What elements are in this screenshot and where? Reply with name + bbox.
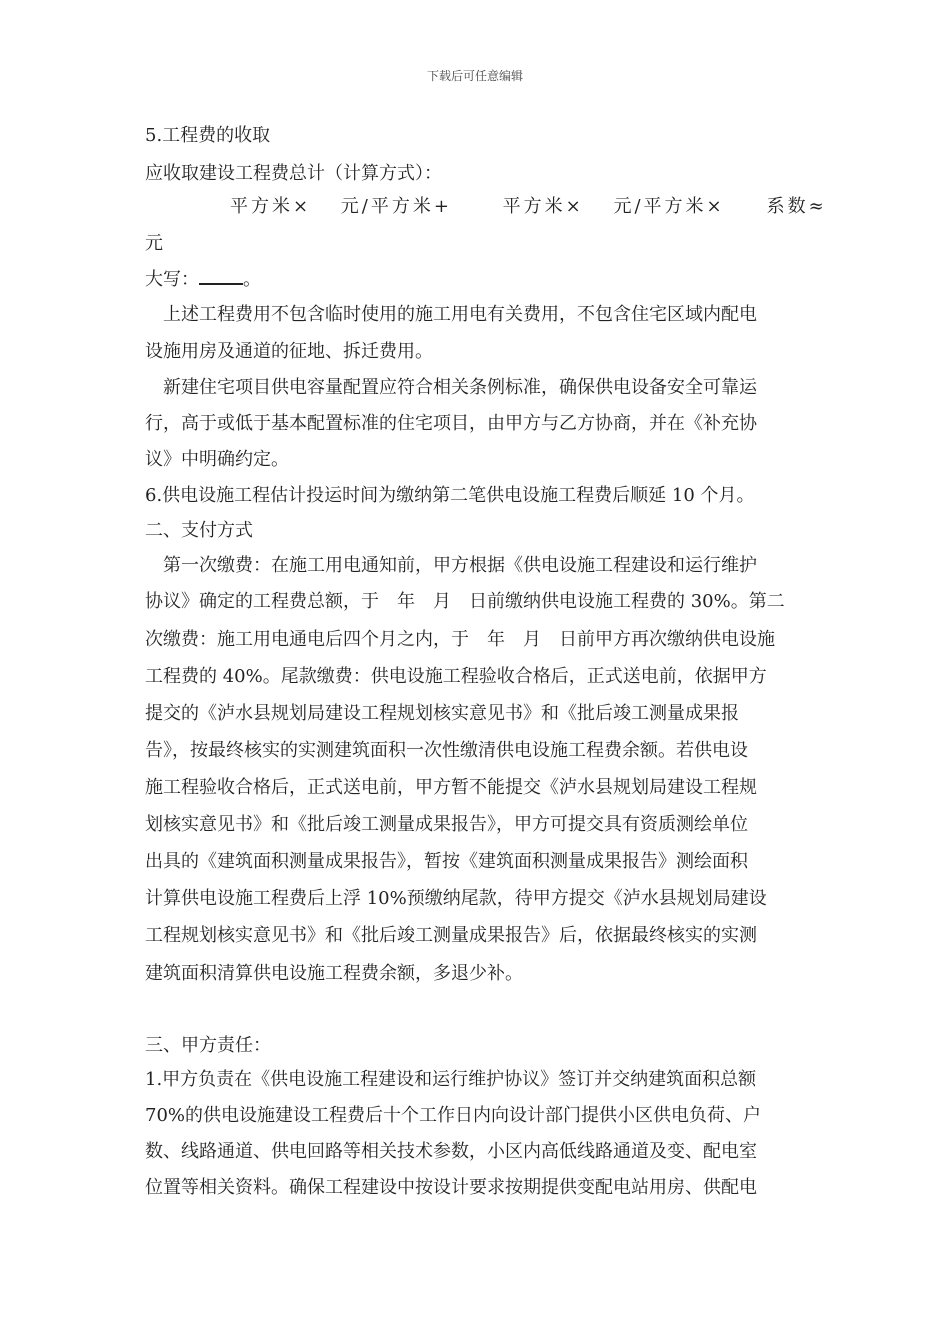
formula-line: 平方米× 元/平方米+ 平方米× 元/平方米× 系数≈ [230, 196, 827, 217]
paragraph-line: 提交的《泸水县规划局建设工程规划核实意见书》和《批后竣工测量成果报 [145, 703, 739, 724]
amount-label: 大写： [145, 269, 199, 290]
paragraph-line: 行，高于或低于基本配置标准的住宅项目，由甲方与乙方协商，并在《补充协 [145, 413, 757, 434]
paragraph-line: 应收取建设工程费总计（计算方式）： [145, 163, 442, 184]
paragraph-line: 划核实意见书》和《批后竣工测量成果报告》，甲方可提交具有资质测绘单位 [145, 814, 748, 835]
paragraph-line: 位置等相关资料。确保工程建设中按设计要求按期提供变配电站用房、供配电 [145, 1177, 757, 1198]
paragraph-line: 设施用房及通道的征地、拆迁费用。 [145, 341, 433, 362]
paragraph-line: 工程费的 40%。尾款缴费：供电设施工程验收合格后，正式送电前，依据甲方 [145, 666, 767, 687]
paragraph-line: 工程规划核实意见书》和《批后竣工测量成果报告》后，依据最终核实的实测 [145, 925, 757, 946]
paragraph-line: 出具的《建筑面积测量成果报告》，暂按《建筑面积测量成果报告》测绘面积 [145, 851, 748, 872]
paragraph-line: 数、线路通道、供电回路等相关技术参数，小区内高低线路通道及变、配电室 [145, 1141, 757, 1162]
paragraph-line: 议》中明确约定。 [145, 449, 289, 470]
paragraph-line: 元 [145, 233, 163, 254]
section-heading: 二、支付方式 [145, 520, 253, 541]
paragraph-line: 上述工程费用不包含临时使用的施工用电有关费用，不包含住宅区域内配电 [145, 304, 757, 325]
paragraph-line: 70%的供电设施建设工程费后十个工作日内向设计部门提供小区供电负荷、户 [145, 1105, 762, 1126]
paragraph-line: 6.供电设施工程估计投运时间为缴纳第二笔供电设施工程费后顺延 10 个月。 [145, 485, 755, 506]
paragraph-line: 新建住宅项目供电容量配置应符合相关条例标准，确保供电设备安全可靠运 [145, 377, 757, 398]
amount-blank [199, 269, 243, 285]
paragraph-line: 施工程验收合格后，正式送电前，甲方暂不能提交《泸水县规划局建设工程规 [145, 777, 757, 798]
paragraph-line: 次缴费：施工用电通电后四个月之内，于 年 月 日前甲方再次缴纳供电设施 [145, 629, 775, 650]
paragraph-line: 协议》确定的工程费总额，于 年 月 日前缴纳供电设施工程费的 30%。第二 [145, 591, 785, 612]
page-header: 下载后可任意编辑 [426, 69, 523, 83]
paragraph-line: 告》，按最终核实的实测建筑面积一次性缴清供电设施工程费余额。若供电设 [145, 740, 748, 761]
amount-in-words-line [145, 269, 805, 291]
paragraph-line: 建筑面积清算供电设施工程费余额，多退少补。 [145, 963, 523, 984]
paragraph-line: 1.甲方负责在《供电设施工程建设和运行维护协议》签订并交纳建筑面积总额 [145, 1069, 757, 1090]
amount-end: 。 [243, 269, 261, 290]
section-heading: 5.工程费的收取 [145, 125, 271, 146]
paragraph-line: 第一次缴费：在施工用电通知前，甲方根据《供电设施工程建设和运行维护 [145, 555, 757, 576]
paragraph-line: 计算供电设施工程费后上浮 10%预缴纳尾款，待甲方提交《泸水县规划局建设 [145, 888, 767, 909]
section-heading: 三、甲方责任： [145, 1035, 271, 1056]
